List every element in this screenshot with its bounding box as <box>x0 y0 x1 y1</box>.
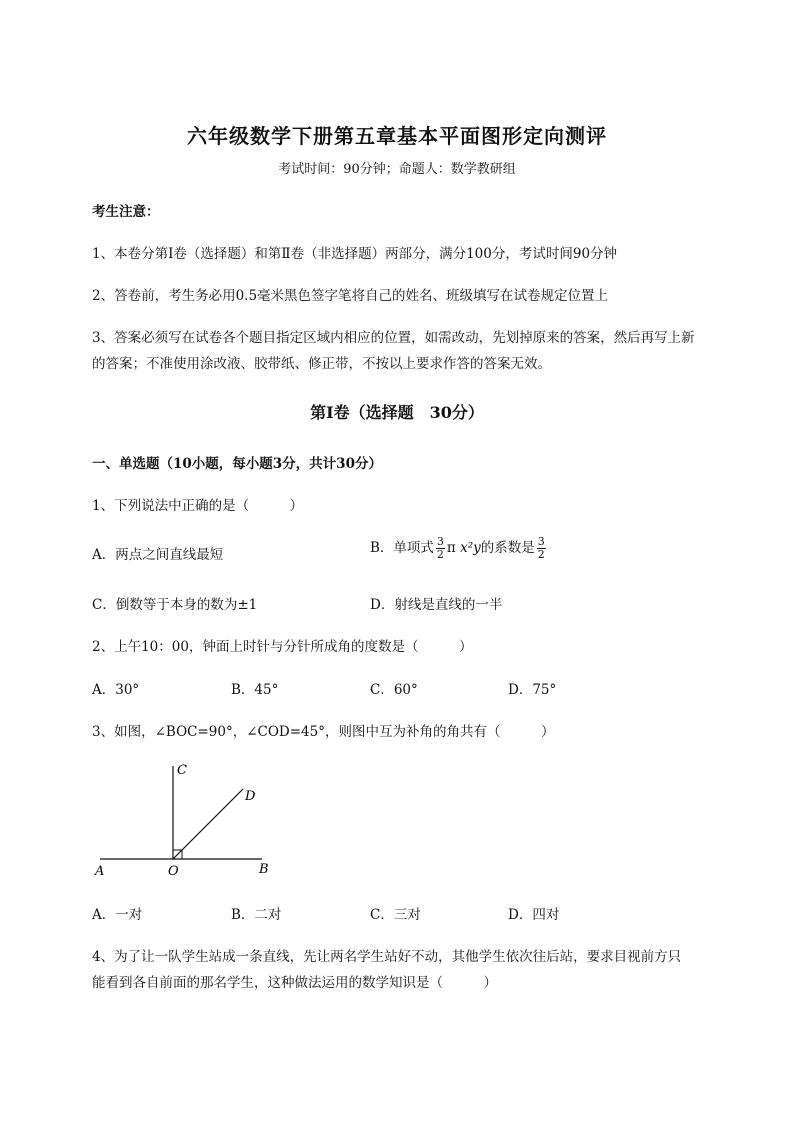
exam-subtitle: 考试时间：90分钟；命题人：数学教研组 <box>278 162 516 177</box>
q1-option-c: C．倒数等于本身的数为±1 <box>92 597 258 613</box>
fraction-numerator: 3 <box>537 535 545 548</box>
q3-option-c: C．三对 <box>370 907 421 923</box>
notice-heading: 考生注意： <box>92 204 160 220</box>
question-4-stem-line2: 能看到各自前面的那名学生，这种做法运用的数学知识是（ ） <box>92 975 497 991</box>
q1-option-a: A．两点之间直线最短 <box>92 547 224 563</box>
label-o: O <box>168 864 179 879</box>
part-heading: 一、单选题（10小题，每小题3分，共计30分） <box>92 456 382 472</box>
q3-option-b: B．二对 <box>231 907 282 923</box>
question-2-stem: 2、上午10：00，钟面上时针与分针所成角的度数是（ ） <box>92 639 473 655</box>
q1-option-d: D．射线是直线的一半 <box>370 597 503 613</box>
fraction-denominator: 2 <box>537 548 545 561</box>
monomial-variable: x²y <box>460 540 481 556</box>
q2-option-d: D．75° <box>508 682 557 698</box>
q2-option-b: B．45° <box>231 682 279 698</box>
answer-fraction <box>537 536 546 561</box>
notice-item-2: 2、答卷前，考生务必用0.5毫米黑色签字笔将自己的姓名、班级填写在试卷规定位置上 <box>92 288 609 304</box>
label-b: B <box>259 862 269 877</box>
q1-option-b-prefix: B．单项式 <box>370 540 434 556</box>
coefficient-fraction <box>436 536 445 561</box>
label-c: C <box>177 763 187 778</box>
label-d: D <box>245 789 256 804</box>
notice-item-3-cont: 的答案；不准使用涂改液、胶带纸、修正带，不按以上要求作答的答案无效。 <box>92 356 551 372</box>
notice-item-1: 1、本卷分第I卷（选择题）和第Ⅱ卷（非选择题）两部分，满分100分，考试时间90分钟 <box>92 246 618 262</box>
section-title: 第I卷（选择题 30分） <box>310 403 484 422</box>
ray-od <box>173 789 243 859</box>
q1-option-b-suffix: 的系数是 <box>480 540 535 556</box>
question-3-stem: 3、如图，∠BOC=90°，∠COD=45°，则图中互为补角的角共有（ ） <box>92 724 555 740</box>
notice-item-3: 3、答案必须写在试卷各个题目指定区域内相应的位置，如需改动，先划掉原来的答案，然后再写上新 <box>92 330 695 346</box>
fraction-numerator: 3 <box>436 535 444 548</box>
angle-figure <box>90 758 280 880</box>
fraction-denominator: 2 <box>436 548 444 561</box>
question-1-stem: 1、下列说法中正确的是（ ） <box>92 498 304 514</box>
question-4-stem-line1: 4、为了让一队学生站成一条直线，先让两名学生站好不动，其他学生依次往后站，要求目视前方只 <box>92 949 682 965</box>
q1-option-b <box>370 536 548 561</box>
q3-option-a: A．一对 <box>92 907 143 923</box>
exam-title: 六年级数学下册第五章基本平面图形定向测评 <box>187 124 607 148</box>
q3-option-d: D．四对 <box>508 907 560 923</box>
q2-option-a: A．30° <box>92 682 140 698</box>
pi-symbol: π <box>446 540 456 556</box>
label-a: A <box>95 864 105 879</box>
q2-option-c: C．60° <box>370 682 418 698</box>
